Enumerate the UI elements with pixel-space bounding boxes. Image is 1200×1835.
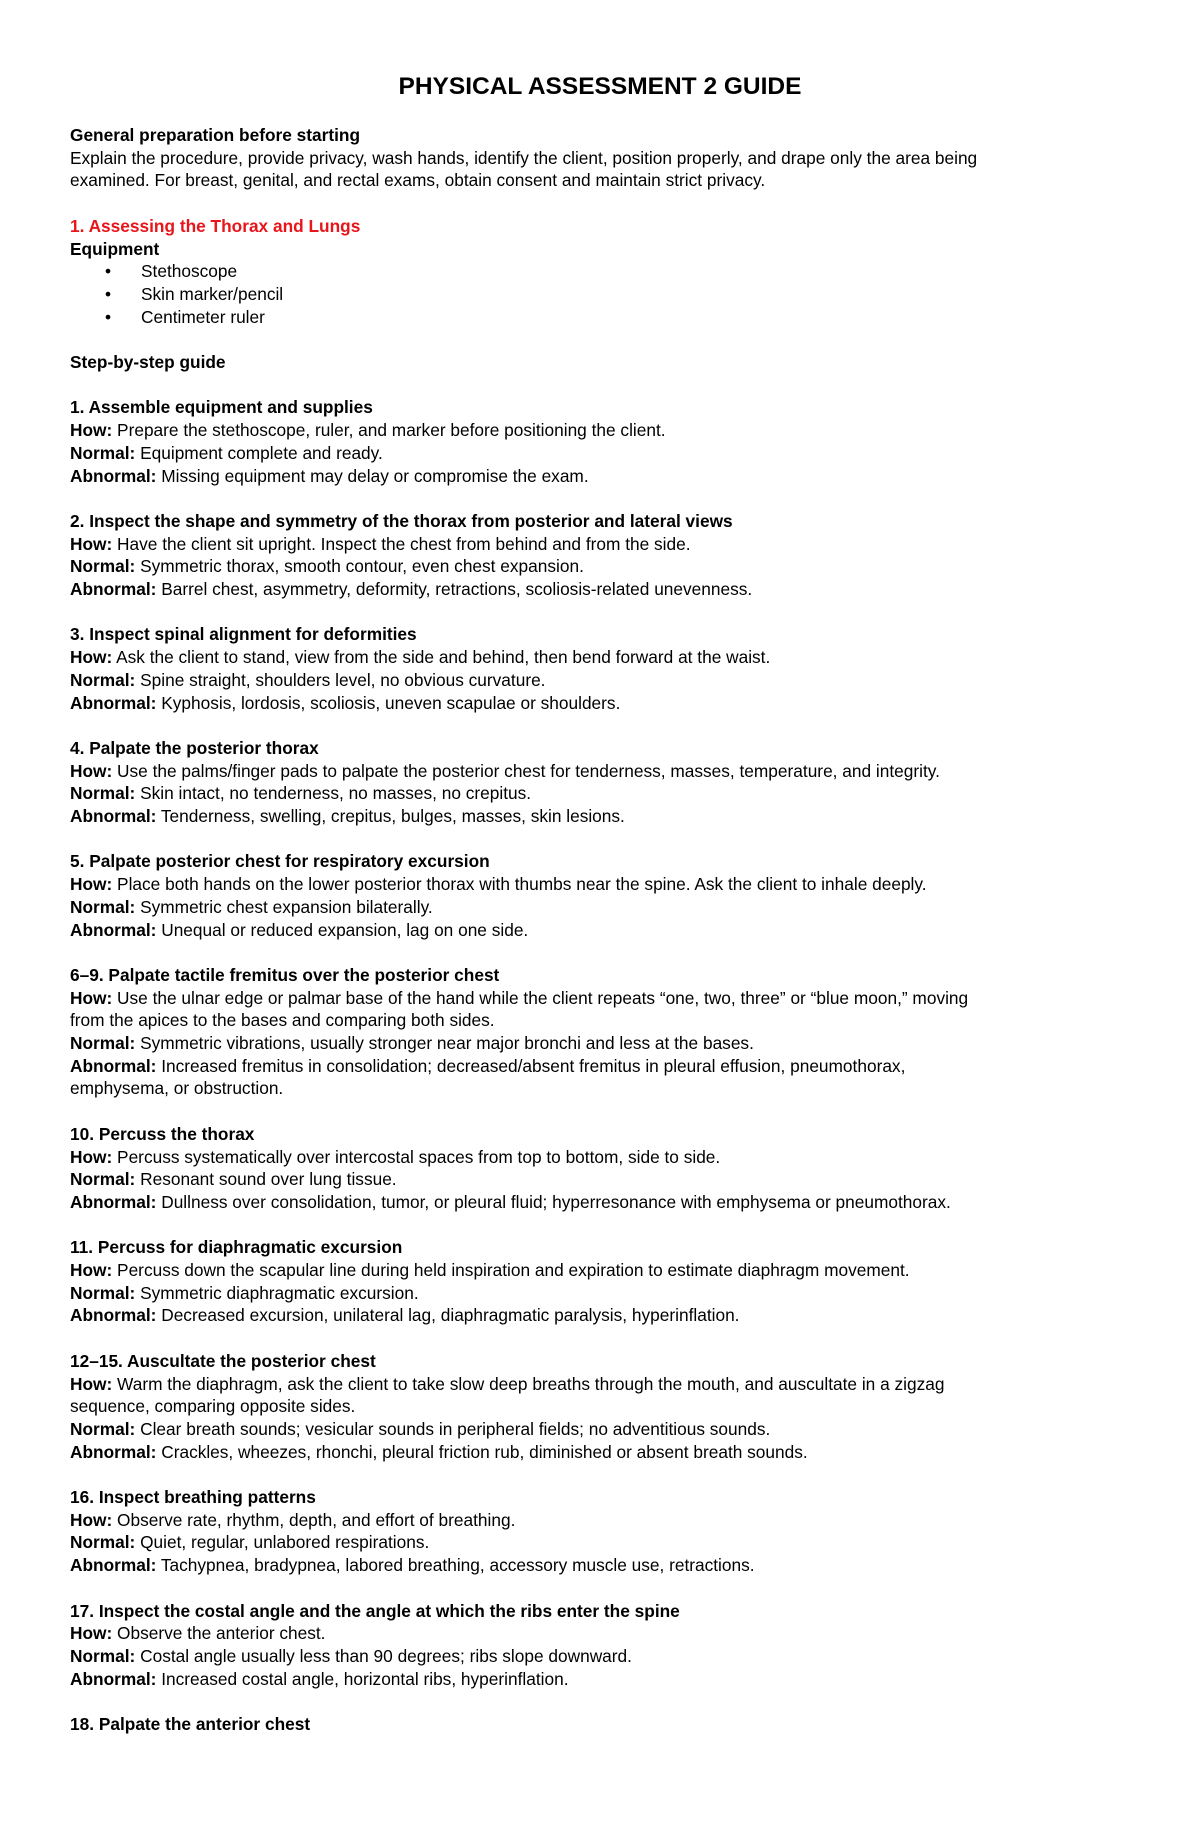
step-abnormal-text: Increased costal angle, horizontal ribs, hyperinflation. bbox=[161, 1668, 569, 1689]
how-label: How: bbox=[70, 1373, 113, 1394]
step-how-line bbox=[70, 1509, 1130, 1532]
normal-label: Normal: bbox=[70, 1418, 136, 1439]
step-abnormal-text: Unequal or reduced expansion, lag on one side. bbox=[161, 919, 529, 940]
step-abnormal-line bbox=[70, 1055, 1130, 1078]
step-how-text: sequence, comparing opposite sides. bbox=[70, 1396, 356, 1417]
step-normal-line bbox=[70, 1282, 1130, 1305]
normal-label: Normal: bbox=[70, 556, 136, 577]
document-title: PHYSICAL ASSESSMENT 2 GUIDE bbox=[398, 73, 802, 100]
abnormal-label: Abnormal: bbox=[70, 1668, 157, 1689]
normal-label: Normal: bbox=[70, 896, 136, 917]
bullet-icon: • bbox=[105, 261, 112, 282]
step-abnormal-line bbox=[70, 1554, 1130, 1577]
abnormal-label: Abnormal: bbox=[70, 1555, 157, 1576]
step-abnormal-text: Kyphosis, lordosis, scoliosis, uneven scapulae or shoulders. bbox=[161, 692, 621, 713]
step-normal-line bbox=[70, 1531, 1130, 1554]
step-normal-text: Symmetric vibrations, usually stronger near major bronchi and less at the bases. bbox=[140, 1033, 754, 1053]
step-abnormal-text: Crackles, wheezes, rhonchi, pleural friction rub, diminished or absent breath sounds. bbox=[161, 1441, 808, 1462]
step-how-text: Have the client sit upright. Inspect the chest from behind and from the side. bbox=[117, 533, 691, 554]
step-normal-text: Symmetric thorax, smooth contour, even chest expansion. bbox=[140, 556, 584, 577]
normal-label: Normal: bbox=[70, 669, 136, 690]
step-abnormal-text: Decreased excursion, unilateral lag, diaphragmatic paralysis, hyperinflation. bbox=[161, 1305, 740, 1326]
how-label: How: bbox=[70, 760, 113, 781]
step-abnormal-line bbox=[70, 578, 1130, 601]
step-how-text: Warm the diaphragm, ask the client to take slow deep breaths through the mouth, and auscultate in a zigzag bbox=[117, 1373, 945, 1394]
equipment-item-label: Centimeter ruler bbox=[141, 306, 265, 327]
step-how-line bbox=[70, 1146, 1130, 1169]
abnormal-label: Abnormal: bbox=[70, 1305, 157, 1326]
step-normal-text: Spine straight, shoulders level, no obvious curvature. bbox=[140, 669, 546, 690]
step-how-line bbox=[70, 1009, 1130, 1032]
abnormal-label: Abnormal: bbox=[70, 465, 157, 486]
abnormal-label: Abnormal: bbox=[70, 806, 157, 826]
steps-list bbox=[70, 374, 1130, 1691]
abnormal-label: Abnormal: bbox=[70, 1441, 157, 1462]
step-abnormal-line bbox=[70, 1077, 1130, 1100]
step-abnormal-line bbox=[70, 465, 1130, 488]
step-abnormal-text: emphysema, or obstruction. bbox=[70, 1078, 284, 1099]
bullet-icon: • bbox=[105, 306, 112, 327]
step-normal-line bbox=[70, 896, 1130, 919]
normal-label: Normal: bbox=[70, 1532, 136, 1553]
step-abnormal-line bbox=[70, 919, 1130, 942]
step-title: 10. Percuss the thorax bbox=[70, 1123, 255, 1144]
step-abnormal-line bbox=[70, 692, 1130, 715]
step-abnormal-text: Tenderness, swelling, crepitus, bulges, masses, skin lesions. bbox=[160, 806, 625, 826]
step-normal-line bbox=[70, 669, 1130, 692]
step-how-line bbox=[70, 533, 1130, 556]
step-block bbox=[70, 1577, 1130, 1691]
step-abnormal-line bbox=[70, 1304, 1130, 1327]
step-abnormal-text: Missing equipment may delay or compromise the exam. bbox=[161, 465, 589, 486]
how-label: How: bbox=[70, 647, 113, 668]
step-block bbox=[70, 1327, 1130, 1463]
step-how-text: Place both hands on the lower posterior thorax with thumbs near the spine. Ask the client to inhale deeply. bbox=[117, 874, 927, 895]
step-normal-text: Equipment complete and ready. bbox=[140, 442, 383, 463]
step-block bbox=[70, 828, 1130, 942]
step-how-text: Ask the client to stand, view from the side and behind, then bend forward at the waist. bbox=[116, 647, 771, 668]
step-block bbox=[70, 1214, 1130, 1328]
step-normal-line bbox=[70, 1168, 1130, 1191]
step-how-line bbox=[70, 1259, 1130, 1282]
step-normal-line bbox=[70, 1645, 1130, 1668]
equipment-item bbox=[70, 260, 1130, 283]
how-label: How: bbox=[70, 1509, 113, 1530]
step-normal-text: Clear breath sounds; vesicular sounds in peripheral fields; no adventitious sounds. bbox=[140, 1418, 771, 1439]
abnormal-label: Abnormal: bbox=[70, 1191, 157, 1212]
step-abnormal-line bbox=[70, 805, 1130, 828]
abnormal-label: Abnormal: bbox=[70, 1055, 157, 1076]
step-normal-line bbox=[70, 555, 1130, 578]
step-abnormal-line bbox=[70, 1668, 1130, 1691]
step-title: 6–9. Palpate tactile fremitus over the posterior chest bbox=[70, 964, 500, 985]
step-block bbox=[70, 1463, 1130, 1577]
step-how-text: Observe the anterior chest. bbox=[117, 1623, 326, 1644]
step-how-line bbox=[70, 987, 1130, 1010]
step-title: 1. Assemble equipment and supplies bbox=[70, 397, 373, 418]
step-normal-text: Resonant sound over lung tissue. bbox=[140, 1169, 397, 1190]
how-label: How: bbox=[70, 1146, 113, 1167]
step-title: 5. Palpate posterior chest for respiratory excursion bbox=[70, 851, 490, 872]
abnormal-label: Abnormal: bbox=[70, 692, 157, 713]
step-how-text: Observe rate, rhythm, depth, and effort of breathing. bbox=[117, 1509, 516, 1530]
step-normal-text: Symmetric chest expansion bilaterally. bbox=[140, 896, 433, 917]
step-guide-label: Step-by-step guide bbox=[70, 352, 226, 372]
step-how-line bbox=[70, 646, 1130, 669]
step-normal-line bbox=[70, 1032, 1130, 1055]
step-title: 18. Palpate the anterior chest bbox=[70, 1714, 311, 1734]
step-title: 3. Inspect spinal alignment for deformities bbox=[70, 624, 417, 645]
step-normal-text: Skin intact, no tenderness, no masses, no crepitus. bbox=[140, 783, 532, 804]
step-title: 2. Inspect the shape and symmetry of the thorax from posterior and lateral views bbox=[70, 510, 733, 531]
step-block bbox=[70, 714, 1130, 828]
step-title: 12–15. Auscultate the posterior chest bbox=[70, 1350, 376, 1371]
step-block bbox=[70, 487, 1130, 601]
step-how-line bbox=[70, 1373, 1130, 1396]
step-how-text: from the apices to the bases and comparing both sides. bbox=[70, 1010, 495, 1031]
normal-label: Normal: bbox=[70, 1033, 136, 1053]
step-normal-line bbox=[70, 782, 1130, 805]
step-title: 4. Palpate the posterior thorax bbox=[70, 737, 319, 758]
step-how-line bbox=[70, 419, 1130, 442]
step-how-text: Percuss down the scapular line during held inspiration and expiration to estimate diaphragm movement. bbox=[117, 1260, 910, 1280]
step-block bbox=[70, 374, 1130, 488]
equipment-item-label: Skin marker/pencil bbox=[141, 283, 284, 304]
prep-line: examined. For breast, genital, and rectal exams, obtain consent and maintain strict privacy. bbox=[70, 170, 766, 191]
step-how-text: Use the palms/finger pads to palpate the posterior chest for tenderness, masses, temperature, and integrity. bbox=[117, 760, 940, 781]
step-block bbox=[70, 941, 1130, 1100]
step-abnormal-line bbox=[70, 1441, 1130, 1464]
step-how-text: Prepare the stethoscope, ruler, and marker before positioning the client. bbox=[117, 420, 666, 441]
step-abnormal-text: Increased fremitus in consolidation; decreased/absent fremitus in pleural effusion, pneumothorax, bbox=[161, 1055, 906, 1076]
step-how-line bbox=[70, 873, 1130, 896]
normal-label: Normal: bbox=[70, 1645, 136, 1666]
step-abnormal-text: Dullness over consolidation, tumor, or pleural fluid; hyperresonance with emphysema or pneumothorax. bbox=[161, 1191, 951, 1212]
bullet-icon: • bbox=[105, 283, 112, 304]
step-block bbox=[70, 601, 1130, 715]
step-normal-text: Quiet, regular, unlabored respirations. bbox=[140, 1532, 430, 1553]
step-abnormal-text: Barrel chest, asymmetry, deformity, retractions, scoliosis-related unevenness. bbox=[161, 579, 753, 599]
step-abnormal-text: Tachypnea, bradypnea, labored breathing, accessory muscle use, retractions. bbox=[160, 1555, 755, 1576]
normal-label: Normal: bbox=[70, 1169, 136, 1190]
step-abnormal-line bbox=[70, 1191, 1130, 1214]
step-title: 16. Inspect breathing patterns bbox=[70, 1487, 316, 1507]
abnormal-label: Abnormal: bbox=[70, 919, 157, 940]
step-how-line bbox=[70, 760, 1130, 783]
how-label: How: bbox=[70, 1260, 113, 1280]
step-title: 17. Inspect the costal angle and the angle at which the ribs enter the spine bbox=[70, 1600, 680, 1621]
how-label: How: bbox=[70, 420, 113, 441]
step-normal-line bbox=[70, 442, 1130, 465]
equipment-list bbox=[70, 260, 1130, 328]
step-how-text: Percuss systematically over intercostal spaces from top to bottom, side to side. bbox=[117, 1146, 721, 1167]
normal-label: Normal: bbox=[70, 783, 136, 804]
section-heading: 1. Assessing the Thorax and Lungs bbox=[70, 215, 361, 236]
step-how-line bbox=[70, 1622, 1130, 1645]
how-label: How: bbox=[70, 1623, 113, 1644]
normal-label: Normal: bbox=[70, 1282, 136, 1303]
step-block bbox=[70, 1100, 1130, 1214]
how-label: How: bbox=[70, 987, 113, 1008]
abnormal-label: Abnormal: bbox=[70, 579, 157, 599]
equipment-item bbox=[70, 306, 1130, 329]
equipment-item-label: Stethoscope bbox=[141, 261, 238, 282]
equipment-label: Equipment bbox=[70, 238, 160, 259]
prep-heading: General preparation before starting bbox=[70, 125, 361, 145]
equipment-item bbox=[70, 283, 1130, 306]
step-normal-text: Costal angle usually less than 90 degrees; ribs slope downward. bbox=[140, 1645, 632, 1666]
normal-label: Normal: bbox=[70, 442, 136, 463]
step-normal-line bbox=[70, 1418, 1130, 1441]
step-how-line bbox=[70, 1395, 1130, 1418]
step-normal-text: Symmetric diaphragmatic excursion. bbox=[140, 1282, 419, 1303]
how-label: How: bbox=[70, 874, 113, 895]
how-label: How: bbox=[70, 533, 113, 554]
step-how-text: Use the ulnar edge or palmar base of the hand while the client repeats “one, two, three” or “blue moon,” moving bbox=[117, 987, 969, 1008]
prep-line: Explain the procedure, provide privacy, wash hands, identify the client, position properly, and drape only the area being bbox=[70, 147, 978, 168]
step-title: 11. Percuss for diaphragmatic excursion bbox=[70, 1237, 403, 1258]
